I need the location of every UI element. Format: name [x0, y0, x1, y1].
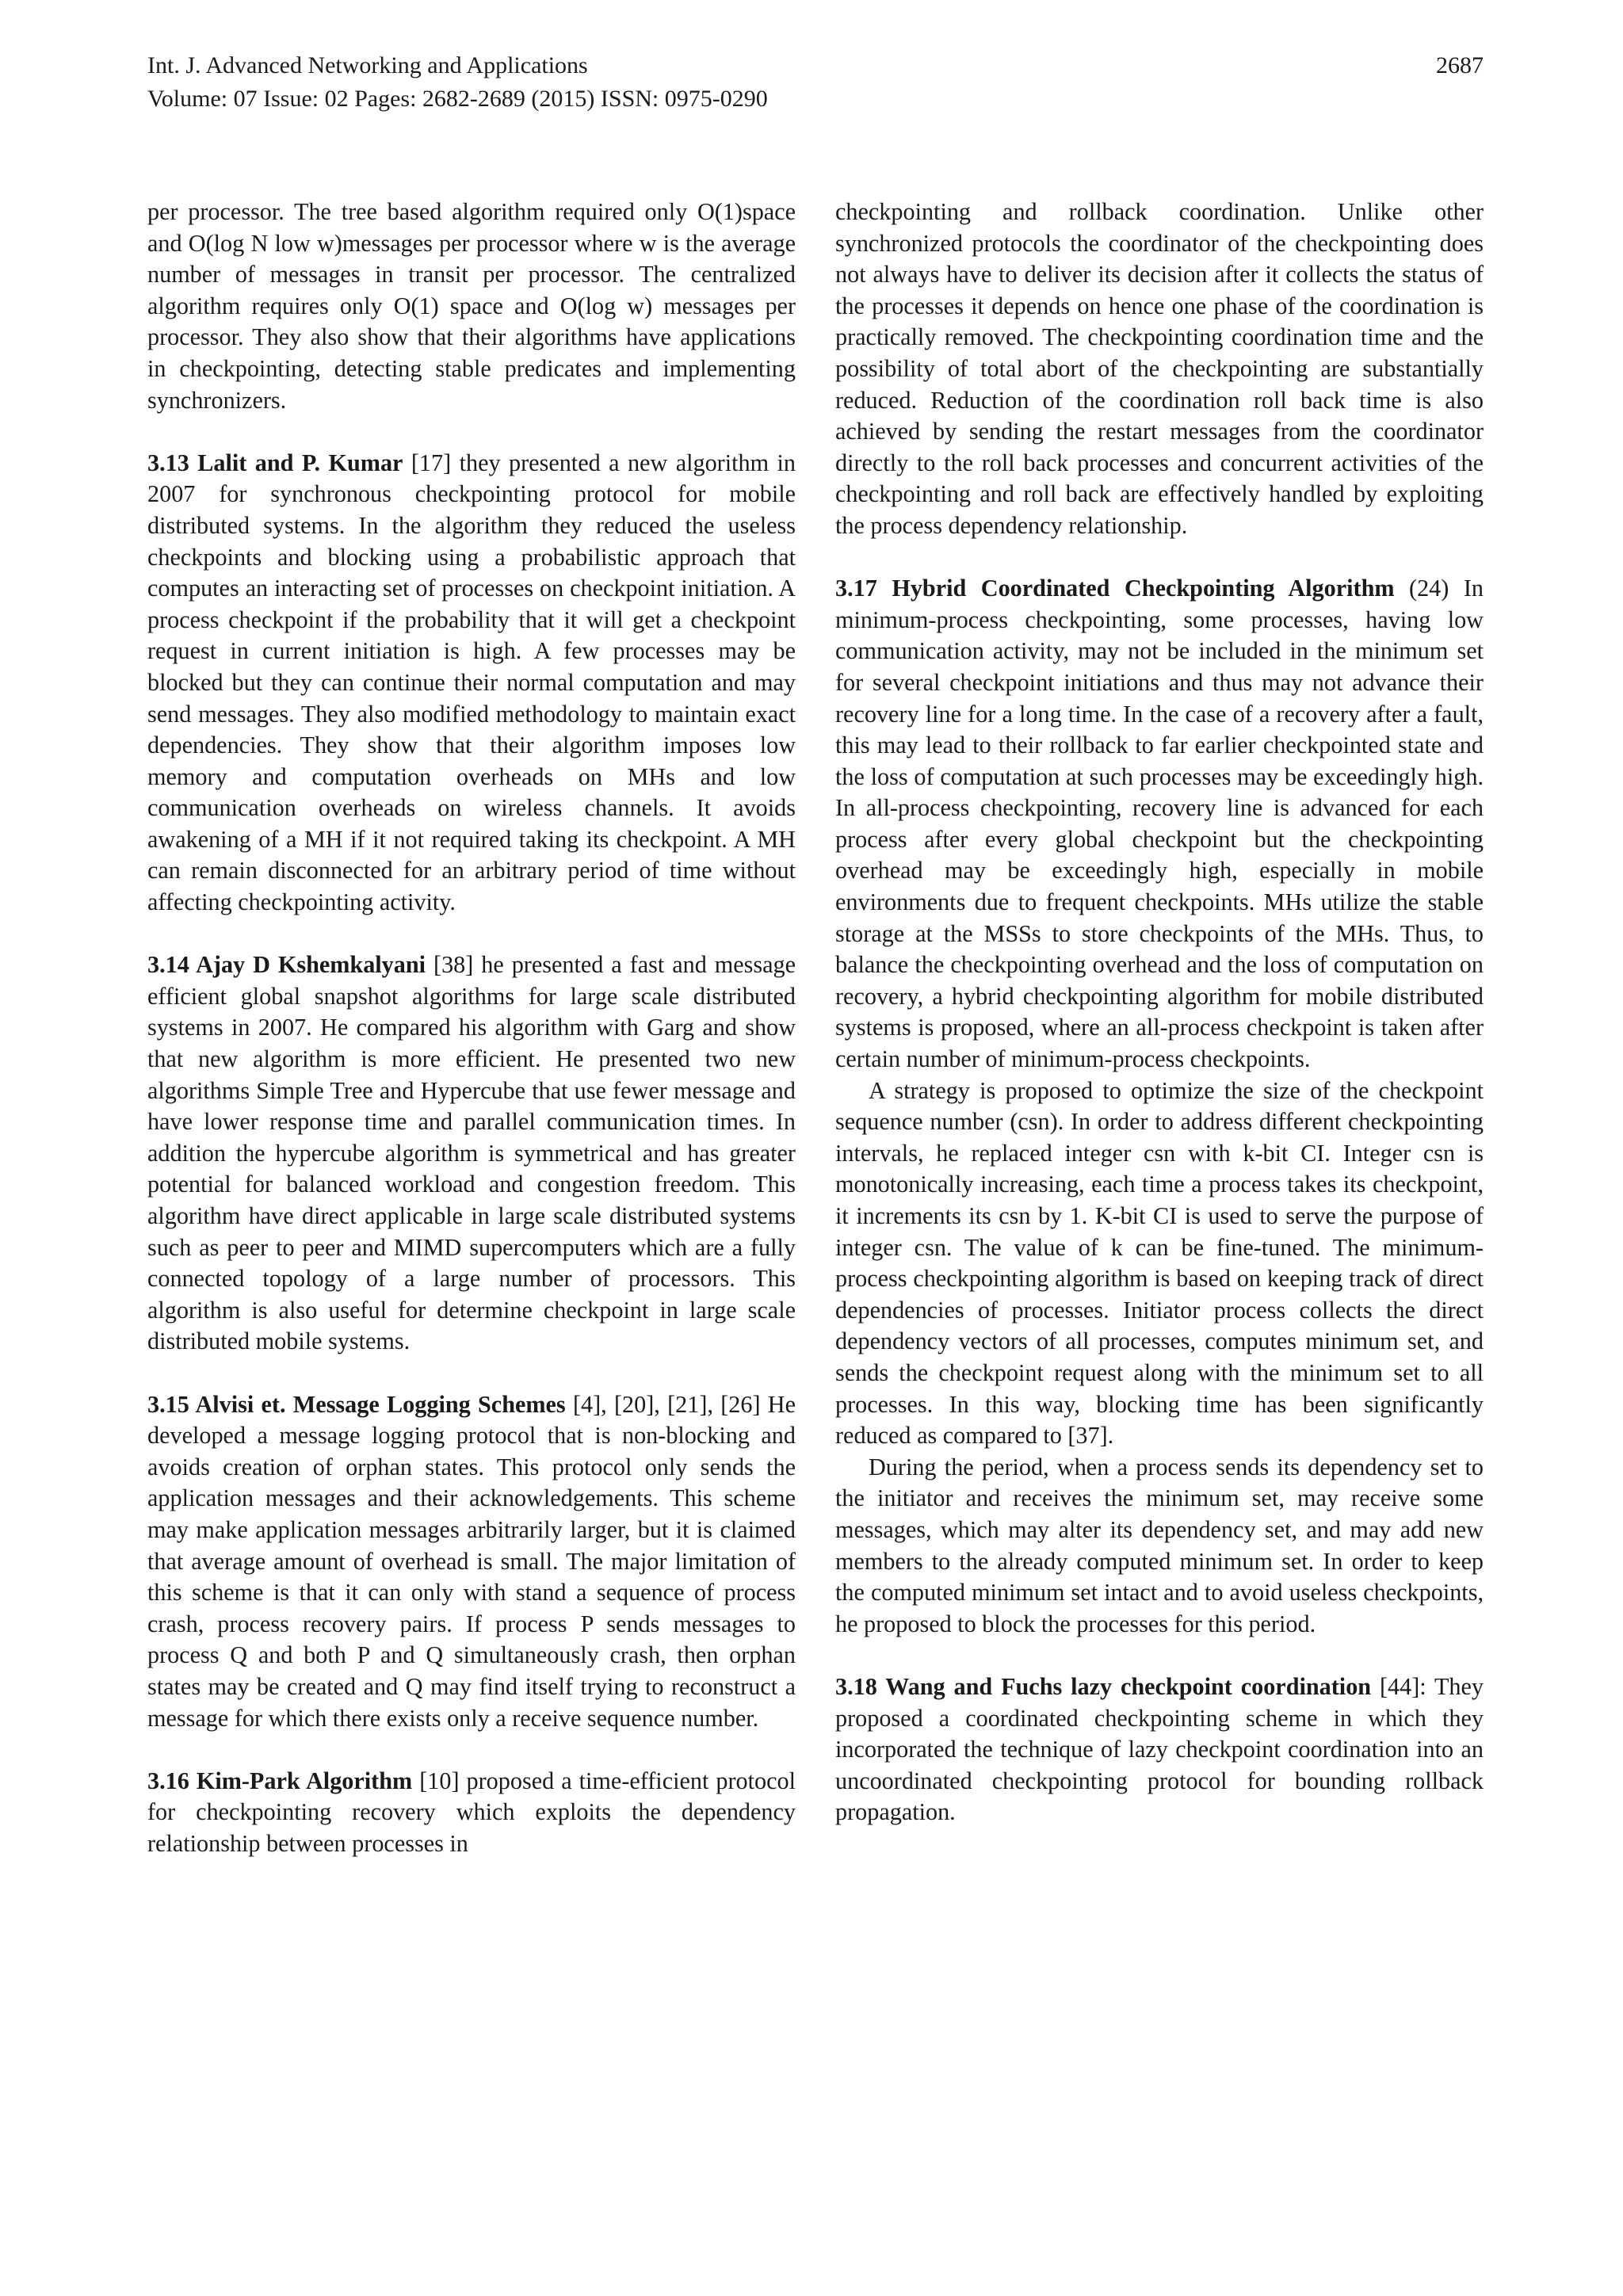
paragraph: A strategy is proposed to optimize the size of the checkpoint sequence number (csn). In order to address different checkpointing intervals, he replaced integer csn with k-bit CI. Integer csn is monotonically increasing, each time a process takes its checkpoint, it increments its csn by 1. K-bit CI is used to serve the purpose of integer csn. The value of k can be fine-tuned. The minimum-process checkpointing algorithm is based on keeping track of direct dependencies of processes. Initiator process collects the direct dependency vectors of all processes, computes minimum set, and sends the checkpoint request along with the minimum set to all processes. In this way, blocking time has been significantly reduced as compared to [37].: [835, 1076, 1484, 1450]
paragraph-continuation: per processor. The tree based algorithm required only O(1)space and O(log N low w)messages per processor where w is the average number of messages in transit per processor. The centralized algorithm requires only O(1) space and O(log w) messages per processor. They also show that their algorithms have applications in checkpointing, detecting stable predicates and implementing synchronizers.: [147, 198, 796, 414]
section-3-13: [147, 448, 796, 919]
section-heading: 3.13 Lalit and P. Kumar: [147, 449, 403, 476]
section-3-17: [835, 573, 1484, 1075]
section-heading: 3.14 Ajay D Kshemkalyani: [147, 951, 426, 979]
left-column: [147, 197, 796, 1859]
section-3-18: [835, 1671, 1484, 1828]
section-body: [44]: They proposed a coordinated checkpointing scheme in which they incorporated the technique of lazy checkpoint coordination into an uncoordinated checkpointing protocol for bounding rollback propagation.: [835, 1672, 1484, 1826]
section-body: [17] they presented a new algorithm in 2007 for synchronous checkpointing protocol for mobile distributed systems. In the algorithm they reduced the useless checkpoints and blocking using a probabilistic approach that computes an interacting set of processes on checkpoint initiation. A process checkpoint if the probability that it will get a checkpoint request in current initiation is high. A few processes may be blocked but they can continue their normal computation and may send messages. They also modified methodology to maintain exact dependencies. They show that their algorithm imposes low memory and computation overheads on MHs and low communication overheads on wireless channels. It avoids awakening of a MH if it not required taking its checkpoint. A MH can remain disconnected for an arbitrary period of time without affecting checkpointing activity.: [147, 449, 796, 916]
journal-title: Int. J. Advanced Networking and Applications: [147, 52, 588, 78]
page-header: [147, 49, 1484, 116]
page-number: 2687: [1436, 52, 1484, 78]
section-body: [38] he presented a fast and message efficient global snapshot algorithms for large scale distributed systems in 2007. He compared his algorithm with Garg and show that new algorithm is more efficient. He presented two new algorithms Simple Tree and Hypercube that use fewer message and have lower response time and parallel communication times. In addition the hypercube algorithm is symmetrical and has greater potential for balanced workload and congestion freedom. This algorithm have direct applicable in large scale distributed systems such as peer to peer and MIMD supercomputers which are a fully connected topology of a large number of processors. This algorithm is also useful for determine checkpoint in large scale distributed mobile systems.: [147, 951, 796, 1355]
section-3-14: [147, 949, 796, 1358]
paragraph: During the period, when a process sends its dependency set to the initiator and receives the minimum set, may receive some messages, which may alter its dependency set, and may add new members to the already computed minimum set. In order to keep the computed minimum set intact and to avoid useless checkpoints, he proposed to block the processes for this period.: [835, 1453, 1484, 1637]
issue-info: Volume: 07 Issue: 02 Pages: 2682-2689 (2015) ISSN: 0975-0290: [147, 86, 768, 112]
paragraph-continuation: checkpointing and rollback coordination. Unlike other synchronized protocols the coordinator of the checkpointing does not always have to deliver its decision after it collects the status of the processes it depends on hence one phase of the coordination is practically removed. The checkpointing coordination time and the possibility of total abort of the checkpointing are substantially reduced. Reduction of the coordination roll back time is also achieved by sending the restart messages from the coordinator directly to the roll back processes and concurrent activities of the checkpointing and roll back are effectively handled by exploiting the process dependency relationship.: [835, 198, 1484, 539]
section-body: [4], [20], [21], [26] He developed a message logging protocol that is non-blocking and avoids creation of orphan states. This protocol only sends the application messages and their acknowledgements. This scheme may make application messages arbitrarily larger, but it is claimed that average amount of overhead is small. The major limitation of this scheme is that it can only with stand a sequence of process crash, process recovery pairs. If process P sends messages to process Q and both P and Q simultaneously crash, then orphan states may be created and Q may find itself trying to reconstruct a message for which there exists only a receive sequence number.: [147, 1390, 796, 1732]
section-heading: 3.18 Wang and Fuchs lazy checkpoint coordination: [835, 1672, 1372, 1700]
section-3-16: [147, 1766, 796, 1860]
right-column: [835, 197, 1484, 1828]
section-body: [10] proposed a time-efficient protocol for checkpointing recovery which exploits the dependency relationship between processes in: [147, 1767, 796, 1857]
section-heading: 3.15 Alvisi et. Message Logging Schemes: [147, 1390, 566, 1418]
section-body: (24) In minimum-process checkpointing, some processes, having low communication activity, may not be included in the minimum set for several checkpoint initiations and thus may not advance their recovery line for a long time. In the case of a recovery after a fault, this may lead to their rollback to far earlier checkpointed state and the loss of computation at such processes may be exceedingly high. In all-process checkpointing, recovery line is advanced for each process after every global checkpoint but the checkpointing overhead may be exceedingly high, especially in mobile environments due to frequent checkpoints. MHs utilize the stable storage at the MSSs to store checkpoints of the MHs. Thus, to balance the checkpointing overhead and the loss of computation on recovery, a hybrid checkpointing algorithm for mobile distributed systems is proposed, where an all-process checkpoint is taken after certain number of minimum-process checkpoints.: [835, 575, 1484, 1073]
section-heading: 3.17 Hybrid Coordinated Checkpointing Algorithm: [835, 575, 1395, 602]
section-heading: 3.16 Kim-Park Algorithm: [147, 1767, 413, 1794]
section-3-15: [147, 1389, 796, 1735]
